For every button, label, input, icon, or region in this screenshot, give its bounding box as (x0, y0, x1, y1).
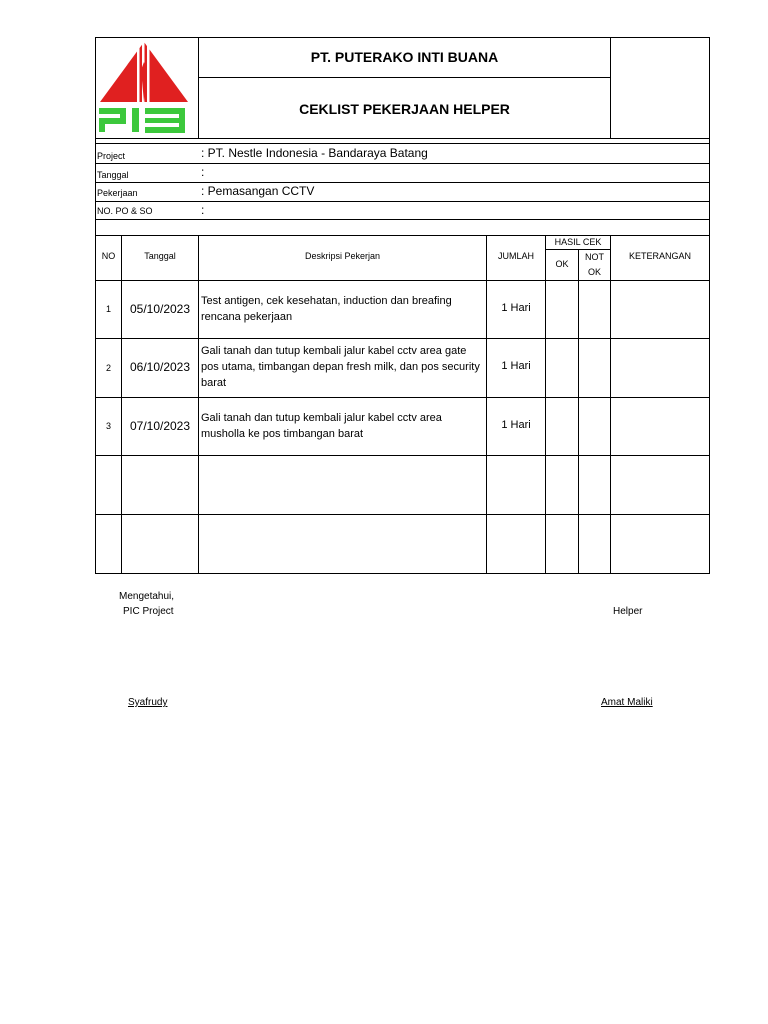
header-jumlah: JUMLAH (497, 251, 534, 261)
header-no: NO (101, 251, 116, 261)
header-bottom-border (95, 138, 710, 139)
row-no: 2 (105, 363, 111, 373)
company-logo (97, 40, 197, 136)
row-divider-4 (95, 514, 710, 515)
company-name: PT. PUTERAKO INTI BUANA (310, 49, 499, 65)
col-divider-ok (578, 249, 579, 574)
row-no: 3 (105, 421, 111, 431)
col-divider-tanggal (198, 235, 199, 574)
po-label: NO. PO & SO (97, 206, 153, 216)
po-value: : (201, 203, 205, 217)
left-signature-name: Syafrudy (128, 697, 168, 708)
col-divider-deskripsi (486, 235, 487, 574)
right-signature-label: Helper (613, 606, 643, 617)
header-right-divider (610, 37, 611, 139)
document-title: CEKLIST PEKERJAAN HELPER (299, 101, 510, 117)
info-divider-1 (95, 163, 710, 164)
table-bottom-border (95, 573, 710, 574)
row-tanggal: 05/10/2023 (129, 302, 191, 316)
info-bottom-border (95, 219, 710, 220)
header-tanggal: Tanggal (144, 251, 176, 261)
header-not-ok-line1: NOT (585, 252, 604, 262)
header-mid-border (199, 77, 610, 78)
row-tanggal: 07/10/2023 (129, 419, 191, 433)
right-border (709, 37, 710, 574)
col-divider-jumlah (545, 235, 546, 574)
row-jumlah: 1 Hari (501, 302, 531, 314)
tanggal-value: : (201, 165, 205, 179)
tanggal-label: Tanggal (97, 170, 129, 180)
header-hasil-cek: HASIL CEK (554, 237, 602, 247)
row-deskripsi: Test antigen, cek kesehatan, induction dan breafing rencana pekerjaan (201, 295, 452, 323)
col-divider-no (121, 235, 122, 574)
pekerjaan-label: Pekerjaan (97, 188, 138, 198)
header-deskripsi: Deskripsi Pekerjan (304, 251, 381, 261)
header-top-border (95, 37, 710, 38)
table-top-border (95, 235, 710, 236)
row-divider-1 (95, 338, 710, 339)
info-divider-2 (95, 182, 710, 183)
right-signature-name: Amat Maliki (601, 697, 653, 708)
table-header-bottom (95, 280, 710, 281)
left-signature-label-1: Mengetahui, (119, 591, 175, 602)
left-signature-label-2: PIC Project (123, 606, 174, 617)
col-divider-notok (610, 235, 611, 574)
row-deskripsi: Gali tanah dan tutup kembali jalur kabel cctv area gate pos utama, timbangan depan fresh milk, dan pos security barat (201, 345, 480, 389)
row-divider-3 (95, 455, 710, 456)
row-divider-2 (95, 397, 710, 398)
header-keterangan: KETERANGAN (628, 251, 691, 261)
row-tanggal: 06/10/2023 (129, 360, 191, 374)
header-ok: OK (555, 259, 569, 269)
info-top-border (95, 143, 710, 144)
project-label: Project (97, 151, 126, 161)
info-divider-3 (95, 201, 710, 202)
row-deskripsi: Gali tanah dan tutup kembali jalur kabel cctv area musholla ke pos timbangan barat (201, 412, 442, 440)
row-no: 1 (105, 304, 111, 314)
header-not-ok-line2: OK (587, 267, 601, 277)
row-jumlah: 1 Hari (501, 360, 531, 372)
row-jumlah: 1 Hari (501, 419, 531, 431)
pekerjaan-value: : Pemasangan CCTV (201, 184, 315, 198)
project-value: : PT. Nestle Indonesia - Bandaraya Batang (201, 146, 428, 160)
